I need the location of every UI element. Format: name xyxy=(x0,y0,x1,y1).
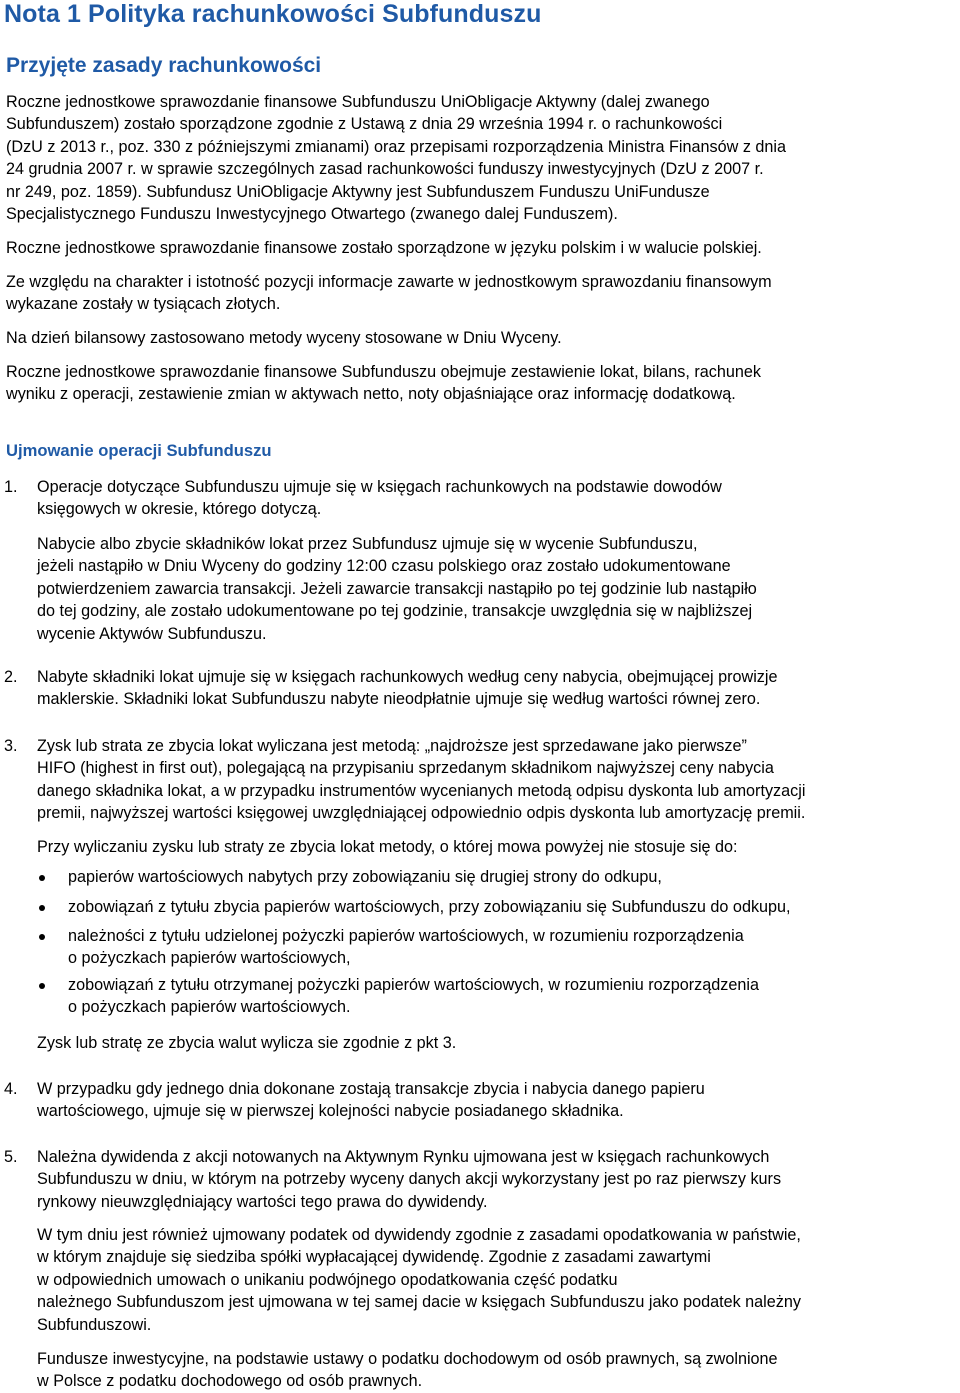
intro-paragraph: Roczne jednostkowe sprawozdanie finansowe zostało sporządzone w języku polskim i w walucie polskiej. xyxy=(6,239,762,257)
list-item: zobowiązań z tytułu otrzymanej pożyczki papierów wartościowych, w rozumieniu rozporządzenia o pożyczkach papierów wartościowych. xyxy=(68,976,759,1017)
item-paragraph: Fundusze inwestycyjne, na podstawie ustawy o podatku dochodowym od osób prawnych, są zwolnione w Polsce z podatku dochodowego od osób prawnych. xyxy=(37,1350,778,1391)
item-paragraph: W tym dniu jest również ujmowany podatek od dywidendy zgodnie z zasadami opodatkowania w państwie, w którym znajduje się siedziba spółki wypłacającej dywidendę. Zgodnie z zasadami zawartymi w odpowiednich umowach o unikaniu podwójnego opodatkowania część podatku należnego Subfunduszom jest ujmowana w tej samej dacie w księgach Subfunduszu jako podatek należny Subfunduszowi. xyxy=(37,1226,801,1334)
item-paragraph: Przy wyliczaniu zysku lub straty ze zbycia lokat metody, o której mowa powyżej nie stosuje się do: xyxy=(37,838,738,856)
item-number: 5. xyxy=(4,1148,18,1166)
list-item: papierów wartościowych nabytych przy zobowiązaniu się drugiej strony do odkupu, xyxy=(68,868,662,886)
bullet-icon xyxy=(39,875,45,881)
item-paragraph: Nabycie albo zbycie składników lokat przez Subfundusz ujmuje się w wycenie Subfunduszu, jeżeli nastąpiło w Dniu Wyceny do godziny 12:00 czasu polskiego oraz zostało udokumentowane potwierdzeniem zawarcia transakcji. Jeżeli zawarcie transakcji nastąpiło po tej godzinie lub nastąpiło do tej godziny, ale zostało udokumentowane po tej godzinie, transakcje uwzględnia się w najbliższej wycenie Aktywów Subfunduszu. xyxy=(37,535,757,643)
bullet-icon xyxy=(39,983,45,989)
intro-paragraph: Roczne jednostkowe sprawozdanie finansowe Subfunduszu obejmuje zestawienie lokat, bilans, rachunek wyniku z operacji, zestawienie zmian w aktywach netto, noty objaśniające oraz informację dodatkową. xyxy=(6,363,761,404)
intro-paragraph: Ze względu na charakter i istotność pozycji informacje zawarte w jednostkowym sprawozdaniu finansowym wykazane zostały w tysiącach złotych. xyxy=(6,273,772,314)
item-paragraph: W przypadku gdy jednego dnia dokonane zostają transakcje zbycia i nabycia danego papieru wartościowego, ujmuje się w pierwszej kolejności nabycie posiadanego składnika. xyxy=(37,1080,705,1121)
item-paragraph: Zysk lub strata ze zbycia lokat wyliczana jest metodą: „najdroższe jest sprzedawane jako pierwsze” HIFO (highest in first out), polegającą na przypisaniu sprzedanym składnikom najwyższej ceny nabycia danego składnika lokat, a w przypadku instrumentów wycenianych metodą odpisu dyskonta lub amortyzacji premii, najwyższej wartości księgowej uwzględniającej odpowiednio odpis dyskonta lub amortyzację premii. xyxy=(37,737,806,823)
list-item: zobowiązań z tytułu zbycia papierów wartościowych, przy zobowiązaniu się Subfunduszu do odkupu, xyxy=(68,898,791,916)
list-item: należności z tytułu udzielonej pożyczki papierów wartościowych, w rozumieniu rozporządzenia o pożyczkach papierów wartościowych, xyxy=(68,927,744,968)
page-title: Nota 1 Polityka rachunkowości Subfunduszu xyxy=(4,0,542,28)
item-number: 3. xyxy=(4,737,18,755)
item-paragraph: Należna dywidenda z akcji notowanych na Aktywnym Rynku ujmowana jest w księgach rachunkowych Subfunduszu w dniu, w którym na potrzeby wyceny danych akcji wykorzystany jest po raz pierwszy kurs rynkowy nieuwzględniający wartości tego prawa do dywidendy. xyxy=(37,1148,782,1211)
section-subtitle: Przyjęte zasady rachunkowości xyxy=(6,54,322,77)
item-paragraph: Zysk lub stratę ze zbycia walut wylicza sie zgodnie z pkt 3. xyxy=(37,1034,457,1052)
item-paragraph: Operacje dotyczące Subfunduszu ujmuje się w księgach rachunkowych na podstawie dowodów księgowych w okresie, którego dotyczą. xyxy=(37,478,722,519)
intro-paragraph: Na dzień bilansowy zastosowano metody wyceny stosowane w Dniu Wyceny. xyxy=(6,329,562,347)
bullet-icon xyxy=(39,905,45,911)
item-number: 2. xyxy=(4,668,18,686)
item-number: 1. xyxy=(4,478,18,496)
item-paragraph: Nabyte składniki lokat ujmuje się w księgach rachunkowych według ceny nabycia, obejmującej prowizje maklerskie. Składniki lokat Subfunduszu nabyte nieodpłatnie ujmuje się według wartości równej zero. xyxy=(37,668,778,709)
intro-paragraph: Roczne jednostkowe sprawozdanie finansowe Subfunduszu UniObligacje Aktywny (dalej zwanego Subfunduszem) zostało sporządzone zgodnie z Ustawą z dnia 29 września 1994 r. o rachunkowości (DzU z 2013 r., poz. 330 z późniejszymi zmianami) oraz przepisami rozporządzenia Ministra Finansów z dnia 24 grudnia 2007 r. w sprawie szczególnych zasad rachunkowości funduszy inwestycyjnych (DzU z 2007 r. nr 249, poz. 1859). Subfundusz UniObligacje Aktywny jest Subfunduszem Funduszu UniFundusze Specjalistycznego Funduszu Inwestycyjnego Otwartego (zwanego dalej Funduszem). xyxy=(6,93,787,224)
item-number: 4. xyxy=(4,1080,18,1098)
bullet-icon xyxy=(39,934,45,940)
section-heading: Ujmowanie operacji Subfunduszu xyxy=(6,441,272,460)
